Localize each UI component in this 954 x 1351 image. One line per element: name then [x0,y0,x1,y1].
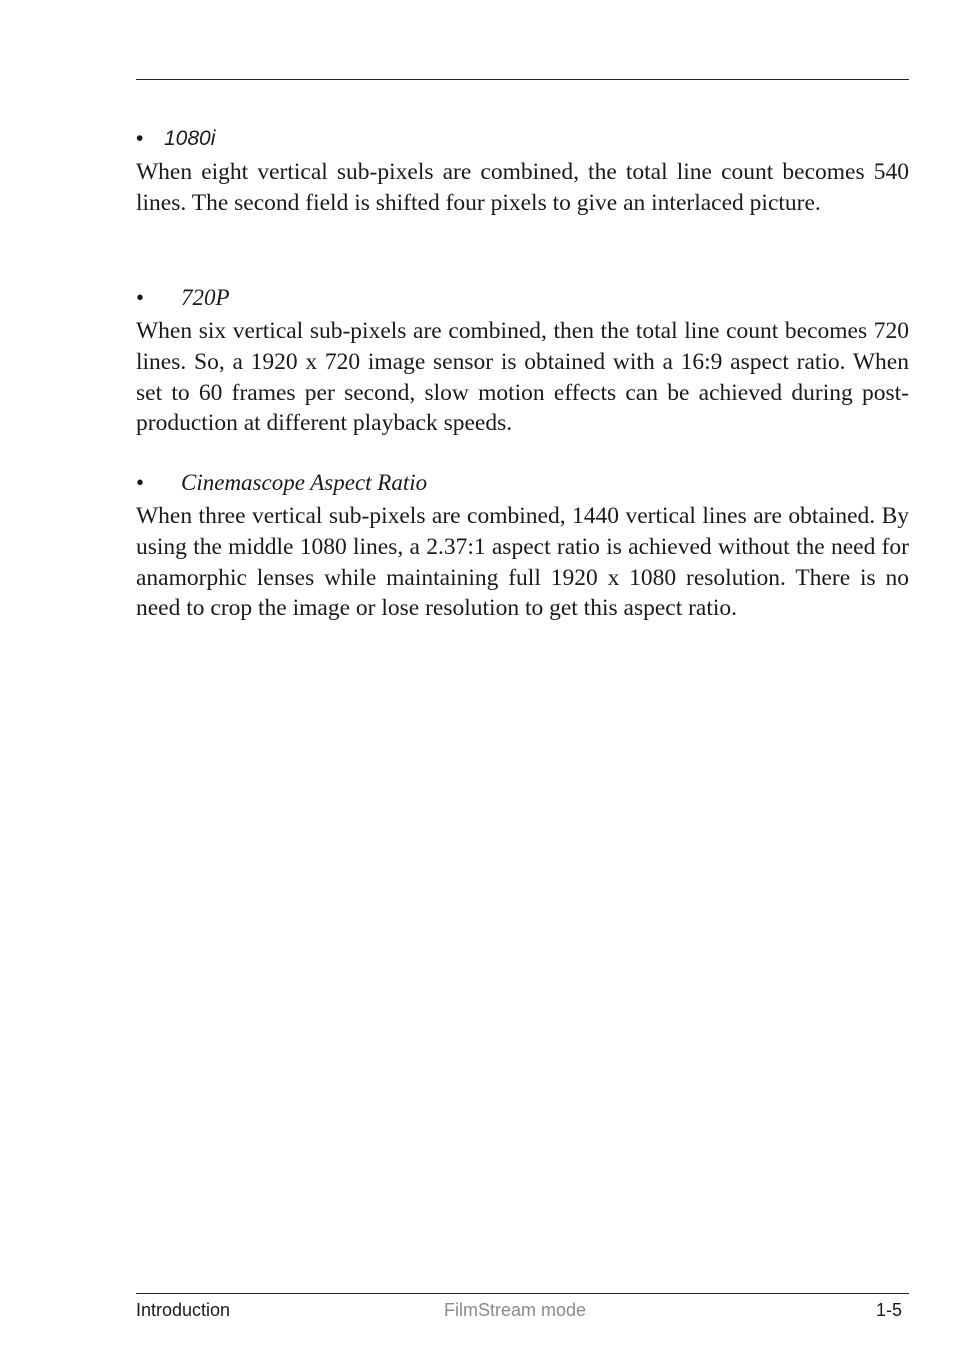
footer-rule [136,1293,909,1294]
bullet-icon: • [136,470,145,495]
heading-label: Cinemascope Aspect Ratio [181,470,428,495]
section-body: When eight vertical sub-pixels are combined, the total line count becomes 540 lines. The second field is shifted four pixels to give an interlaced picture. [136,159,909,216]
section-body: When six vertical sub-pixels are combined, then the total line count becomes 720 lines. So, a 1920 x 720 image sensor is obtained with a 16:9 aspect ratio. When set to 60 frames per second, slow motion effects can be achieved during post-production at different playback speeds. [136,318,909,437]
section-heading [136,283,909,313]
page-number: 1-5 [876,1300,903,1320]
section-body: When three vertical sub-pixels are combined, 1440 vertical lines are obtained. By using the middle 1080 lines, a 2.37:1 aspect ratio is achieved without the need for anamorphic lenses while maintaining full 1920 x 1080 resolution. There is no need to crop the image or lose resolution to get this aspect ratio. [136,503,909,622]
bullet-icon: • [136,285,145,310]
heading-label: 720P [181,285,230,310]
heading-label: 1080i [164,127,216,150]
bullet-icon: • [136,127,144,150]
section-heading [136,468,909,498]
footer-section: FilmStream mode [444,1300,587,1320]
section-720p [136,283,909,439]
section-cinemascope [136,468,909,624]
footer-chapter: Introduction [136,1300,231,1320]
header-rule [136,79,909,80]
section-heading [136,124,909,154]
section-1080i [136,124,909,219]
